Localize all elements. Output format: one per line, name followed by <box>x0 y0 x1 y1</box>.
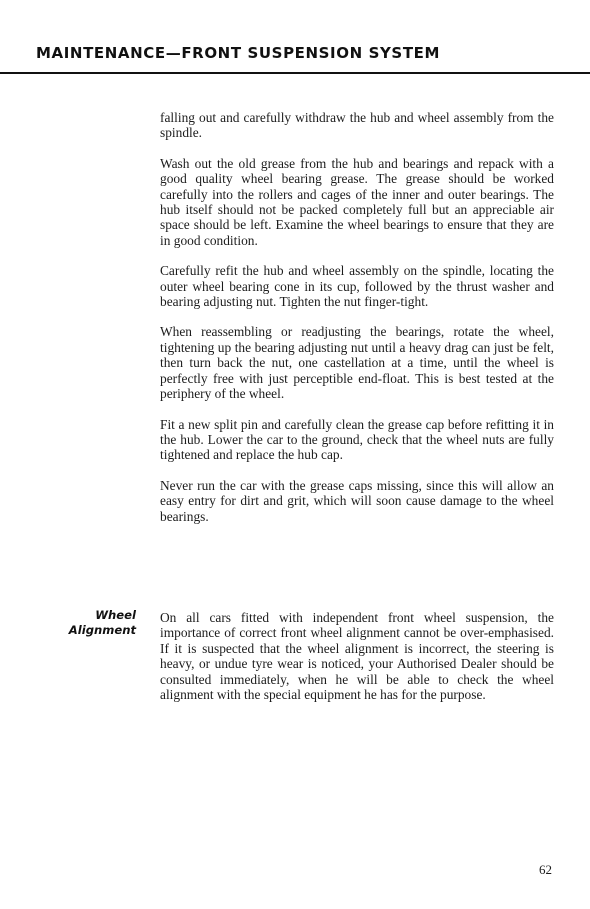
section-heading-line: Wheel <box>95 608 136 622</box>
paragraph-wheel-alignment: On all cars fitted with independent front wheel suspension, the importance of correct front wheel alignment cannot be over-emphasised. If it is suspected that the wheel alignment is incorrect, the steering is heavy, or undue tyre wear is noticed, your Authorised Dealer should be consulted immediately, when he will be able to check the wheel alignment with the special equipment he has for the purpose. <box>160 610 554 703</box>
paragraph-grease-caps-warning: Never run the car with the grease caps missing, since this will allow an easy entry for dirt and grit, which will soon cause damage to the wheel bearings. <box>160 477 554 524</box>
page-title: MAINTENANCE—FRONT SUSPENSION SYSTEM <box>36 44 441 62</box>
body-text <box>160 110 554 539</box>
section-heading-wheel-alignment <box>54 608 136 638</box>
paragraph-refit-hub: Carefully refit the hub and wheel assembly on the spindle, locating the outer wheel bearing cone in its cup, followed by the thrust washer and bearing adjusting nut. Tighten the nut finger-tight. <box>160 263 554 310</box>
page-header <box>0 0 590 80</box>
paragraph-hub-removal: falling out and carefully withdraw the hub and wheel assembly from the spindle. <box>160 110 554 141</box>
section-heading-line: Alignment <box>68 623 136 637</box>
paragraph-grease-repack: Wash out the old grease from the hub and bearings and repack with a good quality wheel bearing grease. The grease should be worked carefully into the rollers and cages of the inner and outer bearings. The hub itself should not be packed completely full but an appreciable air space should be left. Examine the wheel bearings to ensure that they are in good condition. <box>160 155 554 248</box>
header-divider <box>0 72 590 74</box>
section-wheel-alignment <box>160 610 554 717</box>
page-number: 62 <box>539 862 552 877</box>
paragraph-bearing-adjust: When reassembling or readjusting the bearings, rotate the wheel, tightening up the bearing adjusting nut until a heavy drag can just be felt, then turn back the nut, one castellation at a time, until the wheel is perfectly free with just perceptible end-float. This is best tested at the periphery of the wheel. <box>160 324 554 402</box>
paragraph-split-pin: Fit a new split pin and carefully clean the grease cap before refitting it in the hub. Lower the car to the ground, check that the wheel nuts are fully tightened and replace the hub cap. <box>160 416 554 463</box>
